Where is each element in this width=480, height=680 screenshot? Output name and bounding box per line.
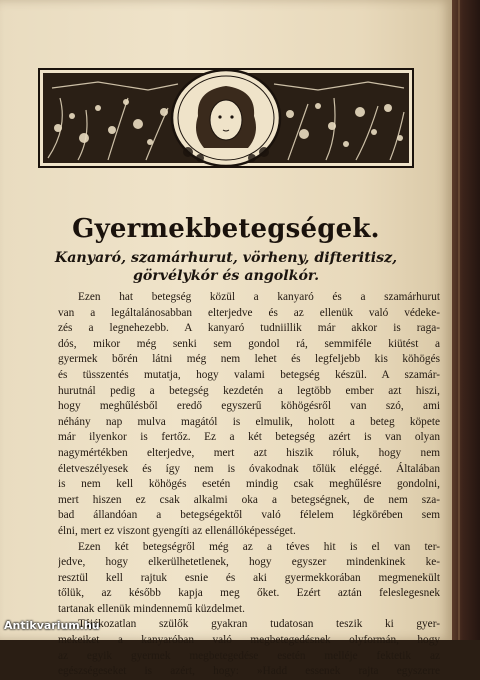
text-line: néhány nap mulva magától is elmulik, holott a beteg köpete bbox=[58, 415, 440, 428]
body-text bbox=[58, 290, 440, 680]
book-spine bbox=[452, 0, 480, 640]
watermark: Antikvarium.hu bbox=[4, 619, 100, 632]
text-line: jedve, hogy elkerülhetetlenek, hogy egyszer mindenkinek ke- bbox=[58, 556, 440, 569]
ornamental-headpiece-illustration bbox=[38, 68, 414, 168]
text-line: tőlük, az később kapja meg őket. Ezért aztán feleslegesnek bbox=[58, 587, 440, 600]
chapter-subtitle-line: Kanyaró, szamárhurut, vörheny, difteritisz, bbox=[54, 250, 398, 266]
text-line: resztül kell rajtuk esnie és aki gyermekkorában megmenekült bbox=[58, 571, 440, 584]
text-line: Ezen két betegségről még az a téves hit is el van ter- bbox=[78, 540, 440, 553]
text-line: is nem kell köhögés esetén mindig csak meghűlésre gondolni, bbox=[58, 478, 440, 491]
text-line: életveszélyesek és így nem is óvakodnak tőlük eléggé. Általában bbox=[58, 462, 440, 475]
text-line: mert hiszen ez csak alkalmi oka a betegségnek, de nem sza- bbox=[58, 493, 440, 506]
text-line: bad állandóan a betegségektől való félelem légkörében sem bbox=[58, 509, 440, 522]
text-line: dós, mikor még senki sem gondol rá, semmiféle kiütést a bbox=[58, 337, 440, 350]
text-line: hogy meghűlésből eredő egyszerű köhögésről van szó, ami bbox=[58, 400, 440, 413]
chapter-title: Gyermekbetegségek. bbox=[72, 214, 380, 244]
text-line: Ezen hat betegség közül a kanyaró és a szamárhurut bbox=[78, 291, 440, 303]
chapter-subtitle-line: görvélykór és angolkór. bbox=[132, 268, 320, 284]
text-line: zés a legnehezebb. A kanyaró tudniillik már akkor is raga- bbox=[58, 322, 440, 335]
text-line: tartanak ellenük mindennemű küzdelmet. bbox=[58, 602, 245, 615]
text-line: mekeiket a kanyaróban való megbetegedésnek olyformán, hogy bbox=[58, 634, 440, 647]
text-line: az egyik gyermek megbetegedése esetén melléje fektetik az bbox=[58, 649, 440, 662]
text-line: élni, mert ez viszont gyengíti az ellenállóképességet. bbox=[58, 524, 296, 537]
text-line: gyermek bőrén látni még nem lehet és legfeljebb kis köhögés bbox=[58, 353, 440, 366]
text-line: már ilyenkor is fertőz. Ez a két betegség azért is van olyan bbox=[58, 431, 440, 444]
text-line: nagymértékben elterjedve, mert azt hiszik róluk, hogy nem bbox=[58, 446, 440, 459]
text-line: hurutnál pedig a betegség kezdetén a legtöbb ember azt hiszi, bbox=[58, 384, 440, 397]
text-line: van a legáltalánosabban elterjedve és az ellenük való védeke- bbox=[58, 306, 440, 319]
text-line: és tüsszentés mutatja, hogy valami betegség készül. A szamár- bbox=[58, 368, 440, 381]
text-line: egészségeseket is azért, hogy: »Hadd essenek rajta egyszerre bbox=[58, 665, 440, 678]
text-line: Tájékozatlan szülők gyakran tudatosan teszik ki gyer- bbox=[78, 618, 440, 631]
